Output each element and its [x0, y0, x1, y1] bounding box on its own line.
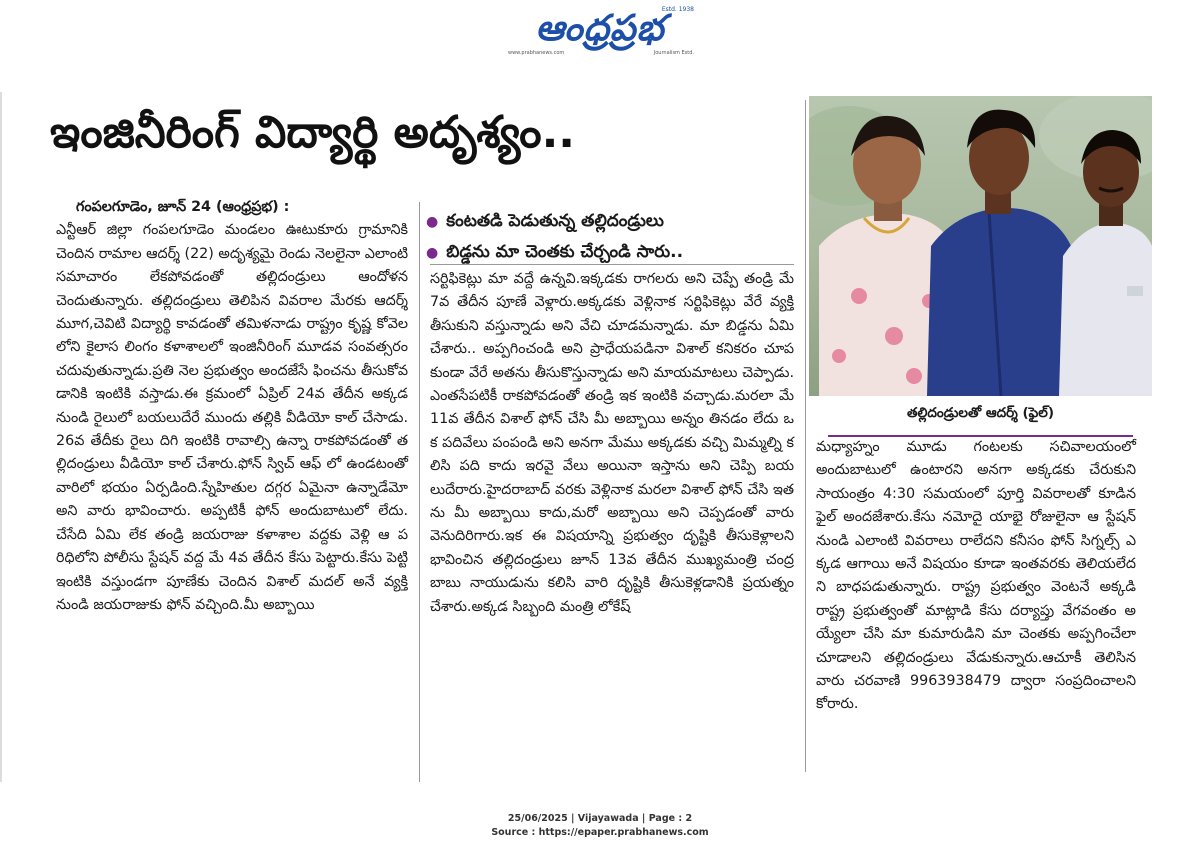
column-divider: [805, 100, 806, 772]
article-headline: ఇంజినీరింగ్ విద్యార్థి అదృశ్యం..: [50, 107, 576, 158]
subhead-item: [426, 206, 796, 237]
masthead-est: Estd. 1938: [661, 6, 694, 13]
footer-edition: 25/06/2025 | Vijayawada | Page : 2: [507, 813, 693, 824]
photo-caption: తల్లిదండ్రులతో ఆదర్శ్ (ఫైల్): [809, 396, 1152, 430]
column-divider: [419, 202, 420, 782]
subhead-text: కంటతడి పెడుతున్న తల్లిదండ్రులు: [446, 211, 664, 231]
news-clipping: [28, 90, 1188, 790]
bullet-icon: ●: [426, 214, 439, 230]
article-column-1-text: ఎన్టీఆర్ జిల్లా గంపలగూడెం మండలం ఊటుకూరు గ్రామానికి చెందిన రామాల ఆదర్శ్ (22) అదృశ్యమై రెండు నెలలైనా ఎలాంటి సమాచారం లేకపోవడంతో తల్లిదండ్రులు ఆందోళన చెందుతున్నారు. తల్లిదండ్రులు తెలిపిన వివరాల మేరకు ఆదర్శ్ మూగ,చెవిటి విద్యార్థి కావడంతో తమిళనాడు రాష్ట్రం కృష్ణ కోవెలలోని కైలాస లింగం కళాశాలలో ఇంజినీరింగ్ మూడవ సంవత్సరం చదువుతున్నాడు.ప్రతి నెల ప్రభుత్వం అందజేసే ఫించను తీసుకోవడానికి ఇంటికి వస్తాడు.ఈ క్రమంలో ఏప్రిల్ 24వ తేదీన అక్కడ నుండి రైలులో బయలుదేరే ముందు తల్లికి వీడియో కాల్ చేసాడు.26వ తేదీకు రైలు దిగి ఇంటికి రావాల్సి ఉన్నా రాకపోవడంతో తల్లిదండ్రులు వీడియో కాల్ చేశారు.ఫోన్ స్విచ్ ఆఫ్ లో ఉండటంతో వారిలో భయం ఏర్పడింది.స్నేహితుల దగ్గర ఏమైనా ఉన్నాడేమో అని వారు భావించారు. అప్పటికీ ఫోన్ అందుబాటులో లేదు.చేసేది ఏమి లేక తండ్రి జయరాజు కళాశాల వద్దకు వెళ్లి ఆ పరిధిలోని పోలీసు స్టేషన్ వద్ద మే 4వ తేదీన కేసు పెట్టారు.కేసు పెట్టి ఇంటికి వస్తుండగా పూణేకు చెందిన విశాల్ మదల్ అనే వ్యక్తి నుండి జయరాజుకు ఫోన్ వచ్చింది.మీ అబ్బాయి: [56, 222, 408, 613]
article-column-3: [816, 436, 1136, 717]
subhead-text: బిడ్డను మా చెంతకు చేర్చండి సారు..: [446, 242, 684, 262]
newspaper-logo: ఆంధ్రప్రభ: [535, 7, 665, 49]
article-subheads: [426, 206, 796, 268]
page-edge-shadow: [0, 92, 2, 782]
subhead-divider: [430, 264, 794, 265]
masthead-url: www.prabhanews.com: [508, 50, 565, 56]
article-column-2: [430, 268, 794, 619]
masthead: [500, 4, 700, 60]
bullet-icon: ●: [426, 245, 439, 261]
masthead-since: Journalism Estd.: [653, 50, 694, 56]
family-photo-image: [809, 96, 1152, 396]
article-column-3-text: మధ్యాహ్నం మూడు గంటలకు సచివాలయంలో అందుబాటులో ఉంటారని అనగా అక్కడకు చేరుకుని సాయంత్రం 4:30 సమయంలో పూర్తి వివరాలతో కూడిన ఫైల్ అందజేశారు.కేసు నమోదై యాభై రోజులైనా ఆ స్టేషన్ నుండి ఎలాంటి వివరాలు రాలేదని కనీసం ఫోన్ సిగ్నల్స్ ఎక్కడ ఆగాయి అనే విషయం కూడా ఇంతవరకు తెలియలేదని బాధపడుతున్నారు. రాష్ట్ర ప్రభుత్వం వెంటనే అక్కడి రాష్ట్ర ప్రభుత్వంతో మాట్లాడి కేసు దర్యాప్తు వేగవంతం అయ్యేలా చేసి మా కుమారుడిని మా చెంతకు అప్పగించేలా చూడాలని తల్లిదండ్రులు వేడుకున్నారు.ఆచూకీ తెలిసిన వారు చరవాణి 9963938479 ద్వారా సంప్రదించాలని కోరారు.: [816, 439, 1136, 713]
article-column-2-text: సర్టిఫికెట్లు మా వద్దే ఉన్నవి.ఇక్కడకు రాగలరు అని చెప్పే తండ్రి మే 7వ తేదీన పూణే వెళ్లారు.అక్కడకు వెళ్లినాక సర్టిఫికెట్లు వేరే వ్యక్తి తీసుకుని వస్తున్నాడు అని వేచి చూడమన్నాడు. మా బిడ్డను ఏమి చేశారు.. అప్పగించండి అని ప్రాధేయపడినా విశాల్ కనికరం చూపకుండా వేరే అతను తీసుకొస్తున్నాడు అని మాయమాటలు చెప్పాడు.ఎంతసేపటికీ రాకపోవడంతో తండ్రి ఇక ఇంటికి వచ్చాడు.మరలా మే 11వ తేదీన విశాల్ ఫోన్ చేసి మీ అబ్బాయి అన్నం తినడం లేదు ఒక పదివేలు పంపండి అని అనగా మేము అక్కడకు వచ్చి మిమ్మల్ని కలిసి పది కాదు ఇరవై వేలు అయినా ఇస్తాను అని చెప్పి బయలుదేరారు.హైదరాబాద్ వరకు వెళ్లినాక మరలా విశాల్ ఫోన్ చేసి ఇతను మీ అబ్బాయి కాదు,మరో అబ్బాయి అని చెప్పడంతో వారు వెనుదిరిగారు.ఇక ఈ విషయాన్ని ప్రభుత్వం దృష్టికి తీసుకెళ్లాలని భావించిన తల్లిదండ్రులు జూన్ 13వ తేదీన ముఖ్యమంత్రి చంద్ర బాబు నాయుడును కలిసి వారి దృష్టికి తీసుకెళ్లడానికి ప్రయత్నం చేశారు.అక్కడ సిబ్బంది మంత్రి లోకేష్: [430, 271, 794, 615]
article-dateline: గంపలగూడెం, జూన్ 24 (ఆంధ్రప్రభ) :: [76, 199, 290, 215]
page-footer: [0, 812, 1200, 840]
footer-source: Source : https://epaper.prabhanews.com: [491, 827, 709, 838]
family-photo: [809, 96, 1152, 396]
article-column-1: [56, 196, 408, 617]
